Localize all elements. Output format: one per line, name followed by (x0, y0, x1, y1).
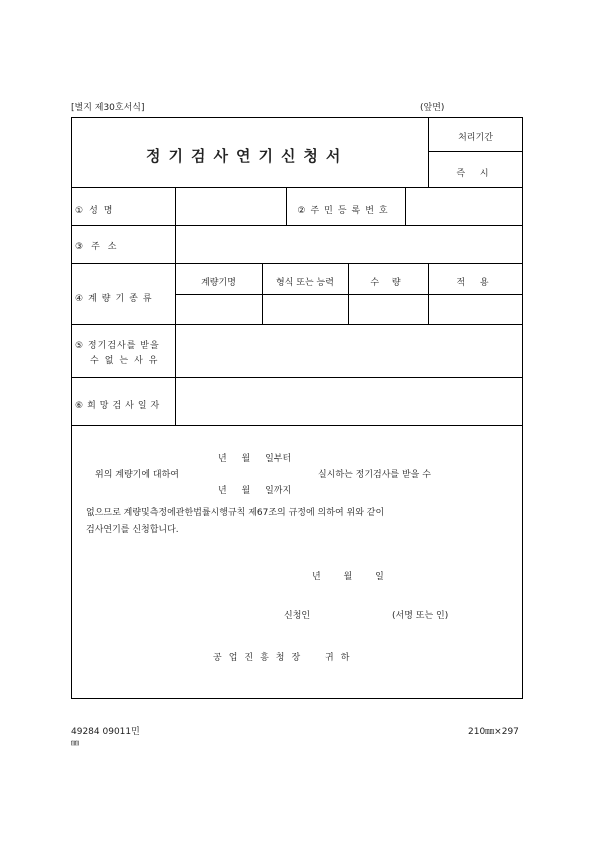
meter-col-quantity: 수 량 (370, 278, 406, 288)
name-label: ①성명 (75, 206, 119, 216)
rule-rrn-right (405, 187, 406, 225)
rule-meter-col1 (262, 263, 263, 324)
meter-type-label: ④계량기종류 (75, 294, 157, 304)
form-number: [별지 제30호서식] (71, 103, 145, 113)
rule-meter-col2 (348, 263, 349, 324)
page-side-label: (앞면) (420, 103, 445, 113)
reason-label-line1: ⑤ 정기검사를 받을 (75, 341, 160, 351)
rule-row5 (72, 377, 523, 378)
recipient: 공업진흥청장 귀하 (213, 653, 357, 663)
meter-col-application: 적 용 (456, 278, 495, 288)
applicant-label: 신청인 (284, 611, 311, 621)
rrn-label: ②주민등록번호 (297, 206, 393, 216)
paper-size: 210㎜×297 (468, 727, 519, 737)
processing-period-label: 처리기간 (458, 133, 493, 143)
rule-meter-col3 (428, 263, 429, 324)
rule-label-column (175, 187, 176, 425)
rule-row2 (72, 263, 523, 264)
processing-period-value: 즉 시 (456, 169, 495, 179)
application-form (71, 117, 523, 699)
desired-date-label: ⑥희망검사일자 (75, 401, 164, 411)
reason-label-line2: 수없는사유 (90, 356, 164, 366)
application-date: 년 월 일 (312, 572, 384, 582)
body-to-date: 년 월 일까지 (218, 486, 292, 496)
footer-code: 49284 09011민 (71, 727, 140, 737)
meter-col-model: 형식 또는 능력 (276, 278, 334, 288)
body-from-date: 년 월 일부터 (218, 454, 292, 464)
meter-col-name: 계량기명 (201, 278, 236, 288)
signature-label: (서명 또는 인) (392, 611, 449, 621)
rule-title-bottom (72, 187, 523, 188)
footer-unit: ㎜ (71, 738, 79, 747)
rule-row6 (72, 425, 523, 426)
form-title: 정기검사연기신청서 (146, 147, 349, 165)
body-suffix: 실시하는 정기검사를 받을 수 (318, 470, 431, 480)
body-line3: 검사연기를 신청합니다. (86, 525, 179, 535)
address-label: ③주소 (75, 242, 125, 252)
rule-row1 (72, 225, 523, 226)
rule-processing (428, 151, 523, 152)
rule-meter-header (175, 294, 523, 295)
body-prefix: 위의 계량기에 대하여 (95, 470, 179, 480)
body-line2: 없으므로 계량및측정에관한법률시행규칙 제67조의 규정에 의하여 위와 같이 (86, 508, 385, 518)
rule-row4 (72, 324, 523, 325)
